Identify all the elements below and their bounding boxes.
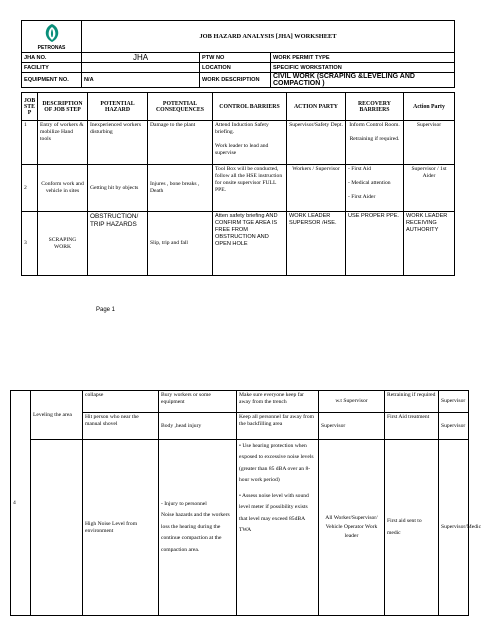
worksheet-title: JOB HAZARD ANALYSIS [JHA] WORKSHEET [82,21,455,53]
step-cell: 2 [22,165,38,212]
description-cell: SCRAPING WORK [38,212,88,276]
table-row [22,121,455,165]
petronas-logo [22,21,82,53]
recovery-cell: Retraining if required [385,391,439,413]
work-description-value: CIVIL WORK (SCRAPING &LEVELING AND COMPACTION ) [271,73,455,88]
equipment-no-value: N/A [82,73,200,88]
petronas-logo-icon [43,23,61,43]
jha-no-label: JHA NO. [22,53,82,63]
action-party-cell: WORK LEADER SUPERSOR /HSE. [287,212,346,276]
table-row [11,391,469,413]
control-cell: Tool Box will be conducted, follow all the HSE instruction for onsite supervisor FULL PPE. [213,165,287,212]
hazard-cell: OBSTRUCTION/ TRIP HAZARDS [88,212,148,276]
hazard-table [21,92,455,276]
action-party-2-cell: Supervisor / 1st Aider [404,165,455,212]
consequence-cell: Body ,head injury [159,413,237,440]
col-job-step: JOB STE P [22,93,38,121]
hazard-table-continued [10,390,481,616]
recovery-cell: Inform Control Room. Retraining if required. [346,121,404,165]
col-potential-consequences: POTENTIAL CONSEQUENCES [148,93,213,121]
hazard-cell: High Noise Level from environment [83,440,159,616]
ptw-no-label: PTW NO [200,53,271,63]
consequence-cell: Bury workers or some equipment [159,391,237,413]
control-item: • Assess noise level with sound level meter if possibility exists that level may exceed 85dBA TWA [239,492,309,534]
work-description-label: WORK DESCRIPTION [200,73,271,88]
col-action-party: ACTION PARTY [287,93,346,121]
step-cell: 3 [22,212,38,276]
work-permit-type-label: WORK PERMIT TYPE [271,53,455,63]
control-cell: Attend Induction Safety briefing. Work leader to lead and supervise [213,121,287,165]
description-cell: Conform work and vehicle in sites [38,165,88,212]
recovery-cell: - First Aid - Medical attention - First Aider [346,165,404,212]
consequence-cell: Slip, trip and fall [148,212,213,276]
recovery-cell: USE PROPER PPE. [346,212,404,276]
equipment-no-label: EQUIPMENT NO. [22,73,82,88]
jha-no-value: JHA [82,53,200,63]
control-cell [237,440,319,616]
location-label: LOCATION [200,63,271,73]
action-party-2-cell: WORK LEADER RECEIVING AUTHORITY [404,212,455,276]
action-party-cell: w.t Supervisor [319,391,385,413]
action-party-2-cell: Supervisor [404,121,455,165]
hazard-cell: Hit person who near the manual shovel [83,413,159,440]
recovery-cell: First aid sent to medic [385,440,439,616]
step-cell: 4 [11,391,31,616]
hazard-cell: Getting hit by objects [88,165,148,212]
action-party-cell: Supervisor [319,413,385,440]
consequence-cell: Damage to the plant [148,121,213,165]
action-party-2-cell: Supervisor [439,413,469,440]
description-cell: Entry of workers & mobilize Hand tools [38,121,88,165]
col-recovery-barriers: RECOVERY BARRIERS [346,93,404,121]
action-party-cell: All Worker/Supervisor/ Vehicle Operator Work leader [319,440,385,616]
consequence-cell: - Injury to personnel Noise hazards and the workers loss the hearing during the continue compaction at the compaction area. [159,440,237,616]
col-potential-hazard: POTENTIAL HAZARD [88,93,148,121]
description-cell-empty [31,440,83,616]
control-item: • Use hearing protection when exposed to excessive noise levels (greater than 85 dBA over an 8-hour work period) [239,443,314,484]
action-party-2-cell: Supervisor [439,391,469,413]
specific-workstation-label: SPECIFIC WORKSTATION [271,63,455,73]
action-party-2-cell: Supervisor/Medic [439,440,469,616]
hazard-cell: Inexperienced workers disturbing [88,121,148,165]
facility-value [82,63,200,73]
col-control-barriers: CONTROL BARRIERS [213,93,287,121]
col-description: DESCRIPTION OF JOB STEP [38,93,88,121]
logo-wordmark: PETRONAS [37,44,66,51]
control-cell: Atten safety briefing AND CONFIRM TGE AREA IS FREE FROM OBSTRUCTION AND OPEN HOLE [213,212,287,276]
control-cell: Make sure everyone keep far away from the trench [237,391,319,413]
facility-label: FACILITY [22,63,82,73]
step-cell: 1 [22,121,38,165]
consequence-cell: Injures , bone breaks , Death [148,165,213,212]
col-action-party-2: Action Party [404,93,455,121]
action-party-cell: Supervisor/Safety Dept. [287,121,346,165]
table-row [22,212,455,276]
worksheet-header [21,20,455,88]
table-row [11,440,469,616]
description-cell: Leveling the area [31,391,83,440]
action-party-cell: Workers / Supervisor [287,165,346,212]
hazard-cell: collapse [83,391,159,413]
recovery-cell: First Aid treatment [385,413,439,440]
table-row [22,165,455,212]
page-number: Page 1 [96,307,116,313]
control-cell: Keep all personnel far away from the backfilling area [237,413,319,440]
